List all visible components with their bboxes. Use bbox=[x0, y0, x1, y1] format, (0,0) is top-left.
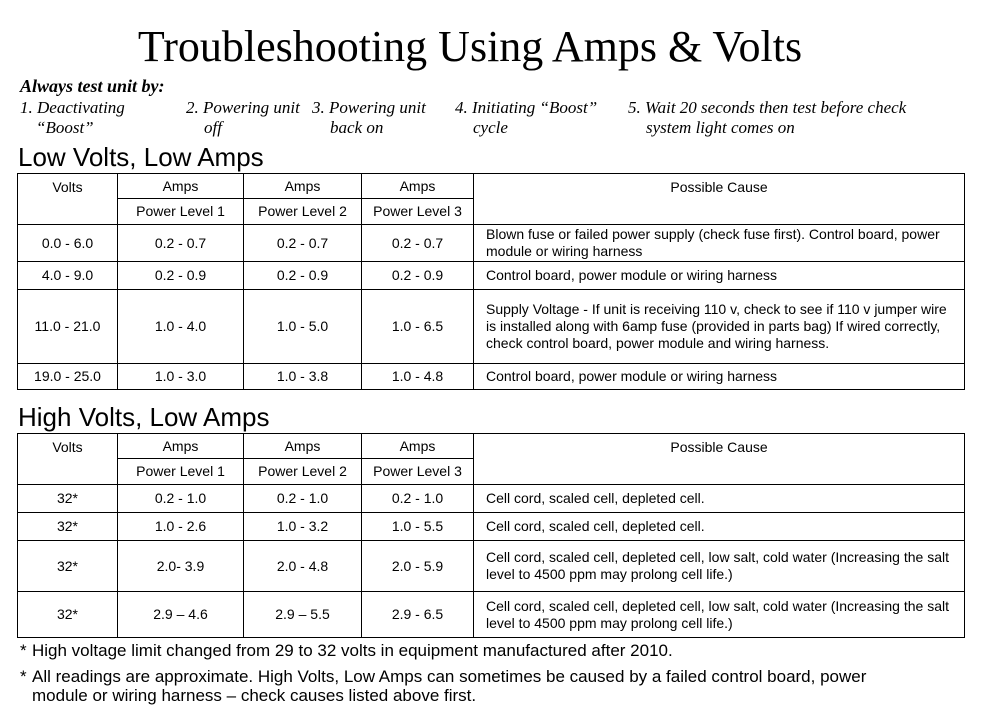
low-volts-heading: Low Volts, Low Amps bbox=[18, 142, 264, 172]
amps-header: Amps bbox=[362, 174, 474, 199]
volts-cell: 32* bbox=[18, 513, 118, 541]
volts-cell: 4.0 - 9.0 bbox=[18, 262, 118, 290]
footnote-voltage-limit bbox=[20, 641, 960, 660]
step-line: system light comes on bbox=[646, 118, 795, 137]
page-title: Troubleshooting Using Amps & Volts bbox=[137, 22, 803, 71]
table-row bbox=[18, 485, 965, 513]
pl2-cell: 0.2 - 0.9 bbox=[244, 262, 362, 290]
step-line: 3. Powering unit bbox=[312, 98, 426, 117]
cause-cell: Cell cord, scaled cell, depleted cell, low salt, cold water (Increasing the salt level to 4500 ppm may prolong cell life.) bbox=[474, 592, 965, 638]
volts-cell: 0.0 - 6.0 bbox=[18, 225, 118, 262]
power-level-1-header: Power Level 1 bbox=[118, 459, 244, 485]
amps-header: Amps bbox=[118, 174, 244, 199]
footnote-text: All readings are approximate. High Volts, Low Amps can sometimes be caused by a failed control board, power module or wiring harness – check causes listed above first. bbox=[32, 667, 867, 705]
asterisk-mark: * bbox=[20, 667, 27, 686]
pl2-cell: 0.2 - 0.7 bbox=[244, 225, 362, 262]
pl1-cell: 2.9 – 4.6 bbox=[118, 592, 244, 638]
instruction-step-2 bbox=[186, 98, 300, 138]
high-volts-heading: High Volts, Low Amps bbox=[18, 402, 270, 432]
pl3-cell: 0.2 - 0.7 bbox=[362, 225, 474, 262]
volts-cell: 11.0 - 21.0 bbox=[18, 290, 118, 364]
power-level-3-header: Power Level 3 bbox=[362, 459, 474, 485]
amps-header: Amps bbox=[244, 434, 362, 459]
amps-header: Amps bbox=[362, 434, 474, 459]
cause-cell: Control board, power module or wiring harness bbox=[474, 262, 965, 290]
step-line: 4. Initiating “Boost” bbox=[455, 98, 598, 117]
table-row bbox=[18, 290, 965, 364]
cause-cell: Control board, power module or wiring harness bbox=[474, 364, 965, 390]
pl2-cell: 1.0 - 5.0 bbox=[244, 290, 362, 364]
volts-cell: 32* bbox=[18, 592, 118, 638]
cause-cell: Blown fuse or failed power supply (check fuse first). Control board, power module or wiring harness bbox=[474, 225, 965, 262]
step-line: off bbox=[204, 118, 222, 137]
pl3-cell: 1.0 - 4.8 bbox=[362, 364, 474, 390]
pl2-cell: 2.9 – 5.5 bbox=[244, 592, 362, 638]
footnote-approximate bbox=[20, 667, 925, 705]
volts-cell: 19.0 - 25.0 bbox=[18, 364, 118, 390]
pl1-cell: 0.2 - 0.9 bbox=[118, 262, 244, 290]
volts-header: Volts bbox=[18, 174, 118, 225]
power-level-3-header: Power Level 3 bbox=[362, 199, 474, 225]
cause-cell: Supply Voltage - If unit is receiving 110 v, check to see if 110 v jumper wire is installed along with 6amp fuse (provided in parts bag) If wired correctly, check control board, power module and wiring harness. bbox=[474, 290, 965, 364]
cause-header: Possible Cause bbox=[474, 434, 965, 485]
table-row bbox=[18, 225, 965, 262]
pl2-cell: 1.0 - 3.2 bbox=[244, 513, 362, 541]
pl1-cell: 0.2 - 0.7 bbox=[118, 225, 244, 262]
instruction-step-1 bbox=[20, 98, 125, 138]
step-line: back on bbox=[330, 118, 384, 137]
instruction-step-4 bbox=[455, 98, 597, 138]
instructions-heading: Always test unit by: bbox=[20, 76, 165, 96]
pl3-cell: 2.9 - 6.5 bbox=[362, 592, 474, 638]
table-row bbox=[18, 513, 965, 541]
power-level-2-header: Power Level 2 bbox=[244, 459, 362, 485]
power-level-2-header: Power Level 2 bbox=[244, 199, 362, 225]
pl2-cell: 0.2 - 1.0 bbox=[244, 485, 362, 513]
table-row bbox=[18, 364, 965, 390]
asterisk-mark: * bbox=[20, 641, 27, 660]
pl3-cell: 2.0 - 5.9 bbox=[362, 541, 474, 592]
cause-cell: Cell cord, scaled cell, depleted cell. bbox=[474, 513, 965, 541]
pl3-cell: 0.2 - 1.0 bbox=[362, 485, 474, 513]
power-level-1-header: Power Level 1 bbox=[118, 199, 244, 225]
amps-header: Amps bbox=[118, 434, 244, 459]
volts-header: Volts bbox=[18, 434, 118, 485]
pl1-cell: 0.2 - 1.0 bbox=[118, 485, 244, 513]
high-volts-table bbox=[17, 433, 965, 638]
pl2-cell: 1.0 - 3.8 bbox=[244, 364, 362, 390]
pl1-cell: 2.0- 3.9 bbox=[118, 541, 244, 592]
footnote-text: High voltage limit changed from 29 to 32 volts in equipment manufactured after 2010. bbox=[32, 641, 673, 660]
pl3-cell: 1.0 - 5.5 bbox=[362, 513, 474, 541]
pl1-cell: 1.0 - 3.0 bbox=[118, 364, 244, 390]
instruction-step-3 bbox=[312, 98, 426, 138]
step-line: 1. Deactivating bbox=[20, 98, 125, 117]
step-line: 5. Wait 20 seconds then test before check bbox=[628, 98, 907, 117]
low-volts-table bbox=[17, 173, 965, 390]
cause-cell: Cell cord, scaled cell, depleted cell, low salt, cold water (Increasing the salt level to 4500 ppm may prolong cell life.) bbox=[474, 541, 965, 592]
instruction-step-5 bbox=[628, 98, 906, 138]
pl2-cell: 2.0 - 4.8 bbox=[244, 541, 362, 592]
amps-header: Amps bbox=[244, 174, 362, 199]
pl3-cell: 1.0 - 6.5 bbox=[362, 290, 474, 364]
pl3-cell: 0.2 - 0.9 bbox=[362, 262, 474, 290]
volts-cell: 32* bbox=[18, 541, 118, 592]
step-line: “Boost” bbox=[36, 118, 94, 137]
pl1-cell: 1.0 - 4.0 bbox=[118, 290, 244, 364]
table-row bbox=[18, 541, 965, 592]
step-line: cycle bbox=[473, 118, 508, 137]
cause-cell: Cell cord, scaled cell, depleted cell. bbox=[474, 485, 965, 513]
table-row bbox=[18, 592, 965, 638]
table-row bbox=[18, 262, 965, 290]
cause-header: Possible Cause bbox=[474, 174, 965, 225]
pl1-cell: 1.0 - 2.6 bbox=[118, 513, 244, 541]
volts-cell: 32* bbox=[18, 485, 118, 513]
step-line: 2. Powering unit bbox=[186, 98, 300, 117]
